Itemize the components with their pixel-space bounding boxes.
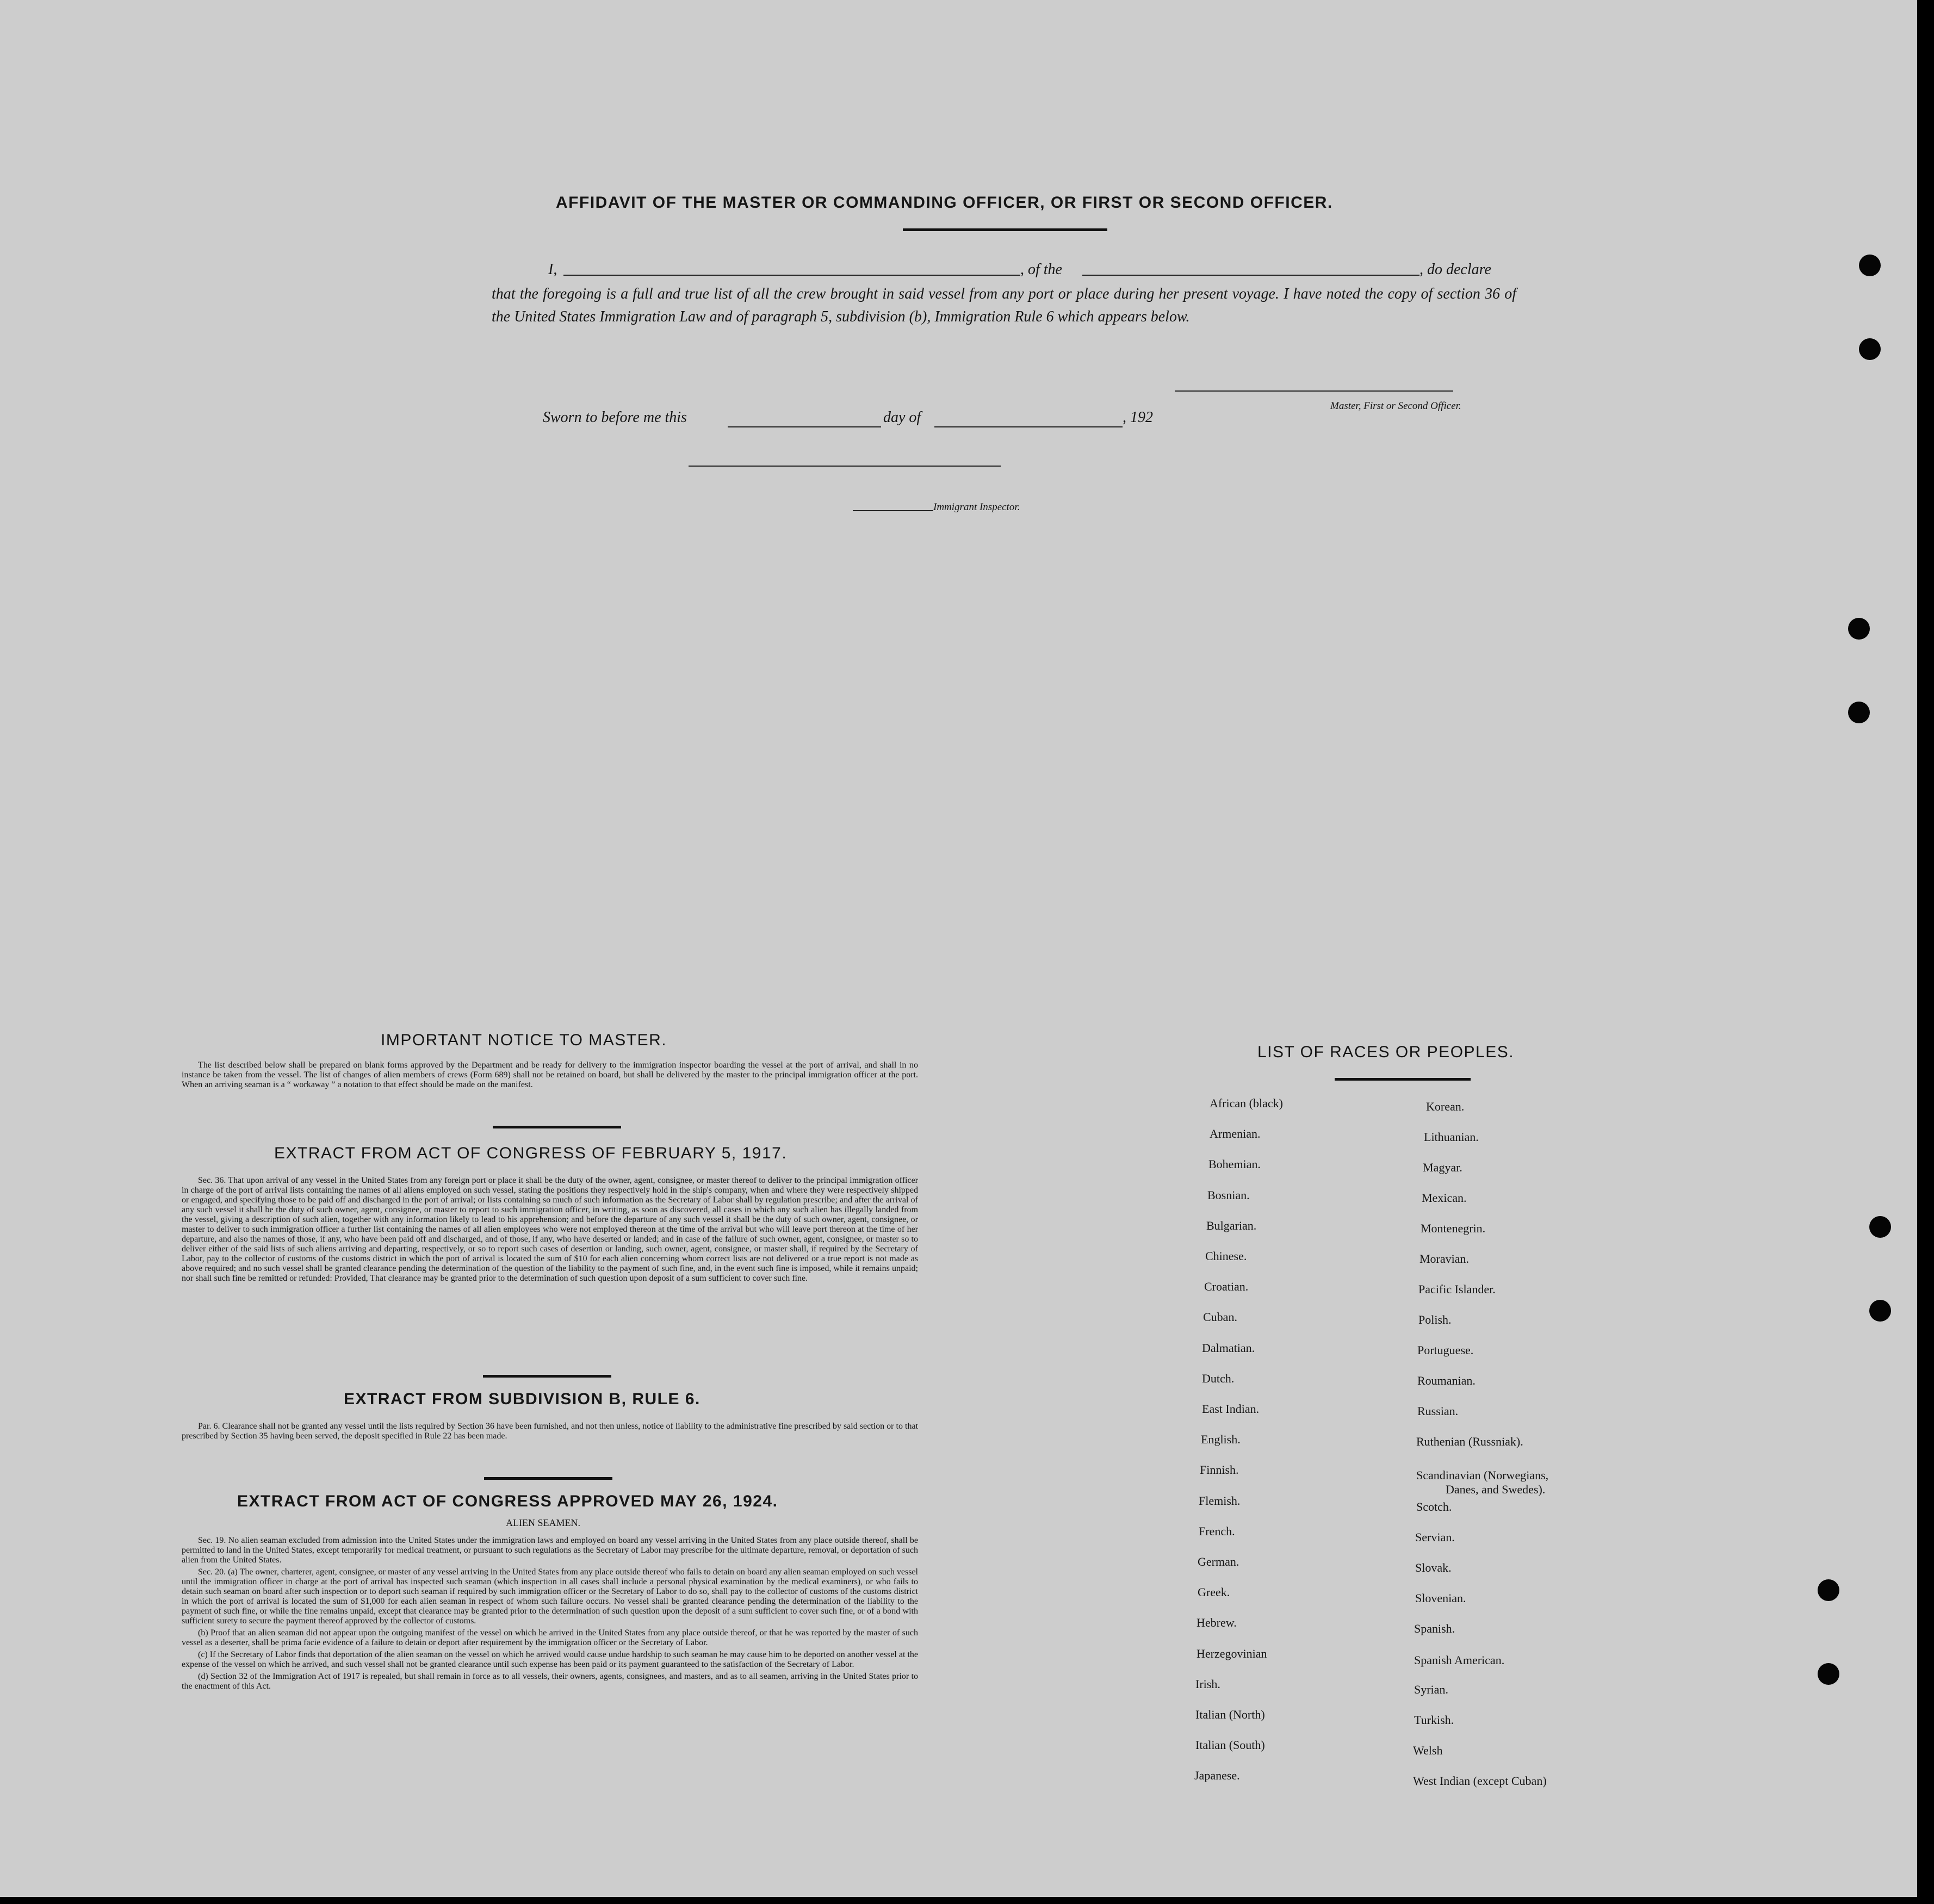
race-item: Scotch.: [1416, 1500, 1452, 1514]
of-the-label: , of the: [1020, 261, 1062, 278]
race-item: Dutch.: [1202, 1371, 1235, 1385]
title-rule: [903, 228, 1107, 231]
extract-1924-title: EXTRACT FROM ACT OF CONGRESS APPROVED MAY 26, 1924.: [237, 1492, 778, 1510]
race-item: Armenian.: [1210, 1127, 1261, 1141]
race-item: French.: [1199, 1524, 1235, 1538]
vessel-field[interactable]: [1082, 275, 1419, 276]
race-item: Chinese.: [1205, 1249, 1247, 1263]
race-item: Magyar.: [1423, 1161, 1462, 1174]
sworn-day-field[interactable]: [728, 426, 881, 427]
affidavit-title: AFFIDAVIT OF THE MASTER OR COMMANDING OFFICER, OR FIRST OR SECOND OFFICER.: [556, 194, 1333, 212]
affidavit-body: that the foregoing is a full and true list of all the crew brought in said vessel from any port or place during her present voyage. I have noted the copy of section 36 of the United States Immigration Law and of paragraph 5, subdivision (b), Immigration Rule 6 which appears below.: [492, 286, 1516, 325]
race-item: Dalmatian.: [1202, 1341, 1255, 1355]
race-item: Spanish.: [1414, 1622, 1455, 1635]
race-item: Roumanian.: [1417, 1374, 1476, 1387]
extract-1917-title: EXTRACT FROM ACT OF CONGRESS OF FEBRUARY 5, 1917.: [274, 1144, 788, 1162]
race-item: Mexican.: [1422, 1191, 1467, 1205]
race-item: Danes, and Swedes).: [1446, 1483, 1546, 1496]
race-item: English.: [1201, 1432, 1241, 1447]
extract-rule6-text: [182, 1422, 918, 1443]
notice-text: [182, 1060, 918, 1092]
binder-hole: [1869, 1216, 1891, 1238]
inspector-signature-line[interactable]: [689, 466, 1001, 467]
race-item: Bohemian.: [1208, 1157, 1261, 1171]
sec-20a-paragraph: Sec. 20. (a) The owner, charterer, agent, consignee, or master of any vessel arriving in the United States from any place outside thereof who fails to detain on board any alien seaman employed on such vessel until the immigration officer in charge at the port of arrival has inspected such seaman (which inspection in all cases shall include a personal physical examination by the medical examiners), or who fails to detain such seaman on board after such inspection or to deport such seaman if required by such immigration officer or the Secretary of Labor to do so, shall pay to the collector of customs of the customs district in which the port of arrival is located the sum of $1,000 for each alien seaman in respect of whom such failure occurs. No vessel shall be granted clearance pending the determination of the liability to the payment of such fine, or while the fine remains unpaid, except that clearance may be granted prior to the determination of such question upon the deposit of a sum sufficient to cover such fine, or of a bond with sufficient surety to secure the payment thereof approved by the collector of customs.: [182, 1567, 918, 1626]
year-label: , 192: [1123, 409, 1153, 426]
race-item: Moravian.: [1419, 1252, 1470, 1266]
inspector-name-line[interactable]: [853, 510, 933, 511]
notice-paragraph: The list described below shall be prepared on blank forms approved by the Department and be ready for delivery to the immigration inspector boarding the vessel at the port of arrival, and shall in no instance be taken from the vessel. The list of changes of alien members of crews (Form 689) shall not be retained on board, but shall be delivered by the master to the principal immigration officer at the port. When an arriving seaman is a “ workaway ” a notation to that effect should be made on the manifest.: [182, 1060, 918, 1089]
binder-hole: [1848, 618, 1870, 640]
binder-hole: [1859, 338, 1881, 360]
race-item: Finnish.: [1200, 1463, 1239, 1477]
race-item: Portuguese.: [1417, 1343, 1474, 1357]
master-signature-line[interactable]: [1175, 390, 1453, 392]
race-item: German.: [1198, 1555, 1239, 1568]
sec-36-paragraph: Sec. 36. That upon arrival of any vessel in the United States from any foreign port or place it shall be the duty of the owner, agent, consignee, or master thereof to deliver to the principal immigration officer in charge of the port of arrival lists containing the names of all aliens employed on such vessel, stating the positions they respectively hold in the ship's company, when and where they were respectively shipped or engaged, and specifying those to be paid off and discharged in the port of arrival; or lists containing so much of such information as the Secretary of Labor shall by regulation prescribe; and after the arrival of any such vessel it shall be the duty of such owner, agent, consignee, or master to report to such immigration officer, in writing, as soon as discovered, all cases in which any such alien has illegally landed from the vessel, giving a description of such alien, together with any information likely to lead to his apprehension; and before the departure of any such vessel it shall be the duty of such owner, agent, consignee, or master to deliver to such immigration officer a further list containing the names of all alien employees who were not employed thereon at the time of the arrival but who will leave port thereon at the time of her departure, and also the names of those, if any, who have been paid off and discharged, and of those, if any, who have deserted or landed; and in case of the failure of such owner, agent, consignee, or master so to deliver either of the said lists of such aliens arriving and departing, respectively, or so to report such cases of desertion or landing, such owner, agent, consignee, or master shall, if required by the Secretary of Labor, pay to the collector of customs of the customs district in which the port of arrival is located the sum of $10 for each alien concerning whom correct lists are not delivered or a true report is not made as above required; and no such vessel shall be granted clearance pending the determination of the question of the liability to the payment of such fine, and, in the event such fine is imposed, while it remains unpaid; nor shall such fine be remitted or refunded: Provided, That clearance may be granted prior to the determination of such question upon deposit of a sum sufficient to cover such fine.: [182, 1176, 918, 1283]
race-item: Russian.: [1417, 1404, 1459, 1418]
extract-rule6-title: EXTRACT FROM SUBDIVISION B, RULE 6.: [344, 1390, 701, 1408]
par-6-paragraph: Par. 6. Clearance shall not be granted any vessel until the lists required by Section 36 have been furnished, and not then unless, notice of liability to the administrative fine prescribed by said section or to that prescribed by Section 35 having been served, the deposit specified in Rule 22 has been made.: [182, 1422, 918, 1441]
race-item: West Indian (except Cuban): [1413, 1774, 1547, 1788]
race-item: Servian.: [1415, 1530, 1455, 1544]
race-item: Slovenian.: [1415, 1591, 1466, 1605]
race-item: Lithuanian.: [1424, 1130, 1479, 1144]
master-signature-label: Master, First or Second Officer.: [1330, 400, 1461, 412]
alien-seamen-subtitle: ALIEN SEAMEN.: [506, 1517, 580, 1528]
affidavit-i-label: I,: [548, 261, 557, 278]
race-item: Bulgarian.: [1206, 1218, 1257, 1232]
race-item: Hebrew.: [1197, 1616, 1237, 1630]
sworn-month-field[interactable]: [934, 426, 1123, 427]
binder-hole: [1848, 702, 1870, 723]
race-item: African (black): [1210, 1096, 1283, 1110]
inspector-label: Immigrant Inspector.: [933, 501, 1020, 513]
race-item: Montenegrin.: [1421, 1221, 1486, 1235]
race-item: Japanese.: [1194, 1769, 1240, 1783]
race-item: Scandinavian (Norwegians,: [1416, 1468, 1549, 1482]
race-item: Pacific Islander.: [1418, 1282, 1496, 1296]
race-item: Irish.: [1195, 1677, 1220, 1691]
sec-19-paragraph: Sec. 19. No alien seaman excluded from admission into the United States under the immigration laws and employed on board any vessel arriving in the United States from any place outside thereof, shall be permitted to land in the United States, except temporarily for medical treatment, or pursuant to such regulations as the Secretary of Labor may prescribe for the ultimate departure, removal, or deportation of such alien from the United States.: [182, 1536, 918, 1565]
binder-hole: [1818, 1579, 1839, 1601]
binder-hole: [1818, 1663, 1839, 1685]
race-item: Cuban.: [1203, 1310, 1237, 1324]
extract-1917-text: [182, 1176, 918, 1286]
sec-20b-paragraph: (b) Proof that an alien seaman did not appear upon the outgoing manifest of the vessel on which he arrived in the United States from any place outside thereof, or that he was reported by the master of such vessel as a deserter, shall be prima facie evidence of a failure to detain or deport after requirement by the immigration officer or the Secretary of Labor.: [182, 1628, 918, 1647]
sec-20c-paragraph: (c) If the Secretary of Labor finds that deportation of the alien seaman on the vessel on which he arrived would cause undue hardship to such seaman he may cause him to be deported on another vessel at the expense of the vessel on which he arrived, and such vessel shall not be granted clearance until such expense has been paid or its payment guaranteed to the satisfaction of the Secretary of Labor.: [182, 1650, 918, 1669]
race-item: Welsh: [1413, 1744, 1443, 1757]
section-rule: [484, 1477, 612, 1480]
race-item: Italian (North): [1195, 1708, 1265, 1721]
race-item: Syrian.: [1414, 1683, 1448, 1696]
races-title-rule: [1335, 1078, 1471, 1081]
binder-hole: [1869, 1300, 1891, 1322]
race-item: Herzegovinian: [1197, 1646, 1267, 1660]
race-item: East Indian.: [1202, 1402, 1260, 1416]
race-item: Spanish American.: [1414, 1653, 1505, 1667]
do-declare-label: , do declare: [1419, 261, 1491, 278]
race-item: Slovak.: [1415, 1561, 1452, 1574]
race-item: Flemish.: [1199, 1493, 1241, 1508]
race-item: Italian (South): [1195, 1738, 1265, 1752]
race-item: Croatian.: [1204, 1280, 1249, 1294]
race-item: Bosnian.: [1207, 1188, 1250, 1202]
race-item: Ruthenian (Russniak).: [1416, 1435, 1523, 1448]
day-of-label: day of: [883, 409, 921, 426]
section-rule: [483, 1375, 611, 1378]
binder-hole: [1859, 255, 1881, 276]
race-item: Polish.: [1418, 1313, 1452, 1326]
sec-20d-paragraph: (d) Section 32 of the Immigration Act of 1917 is repealed, but shall remain in force as to all vessels, their owners, agents, consignees, and masters, and as to all seamen, arriving in the United States prior to the enactment of this Act.: [182, 1672, 918, 1691]
races-title: LIST OF RACES OR PEOPLES.: [1257, 1043, 1515, 1061]
sworn-label: Sworn to before me this: [543, 409, 687, 426]
race-item: Korean.: [1426, 1100, 1465, 1113]
notice-title: IMPORTANT NOTICE TO MASTER.: [381, 1031, 667, 1049]
name-field[interactable]: [563, 275, 1020, 276]
section-rule: [493, 1126, 621, 1128]
race-item: Greek.: [1198, 1585, 1230, 1599]
extract-1924-text: [182, 1536, 918, 1694]
race-item: Turkish.: [1414, 1713, 1454, 1727]
